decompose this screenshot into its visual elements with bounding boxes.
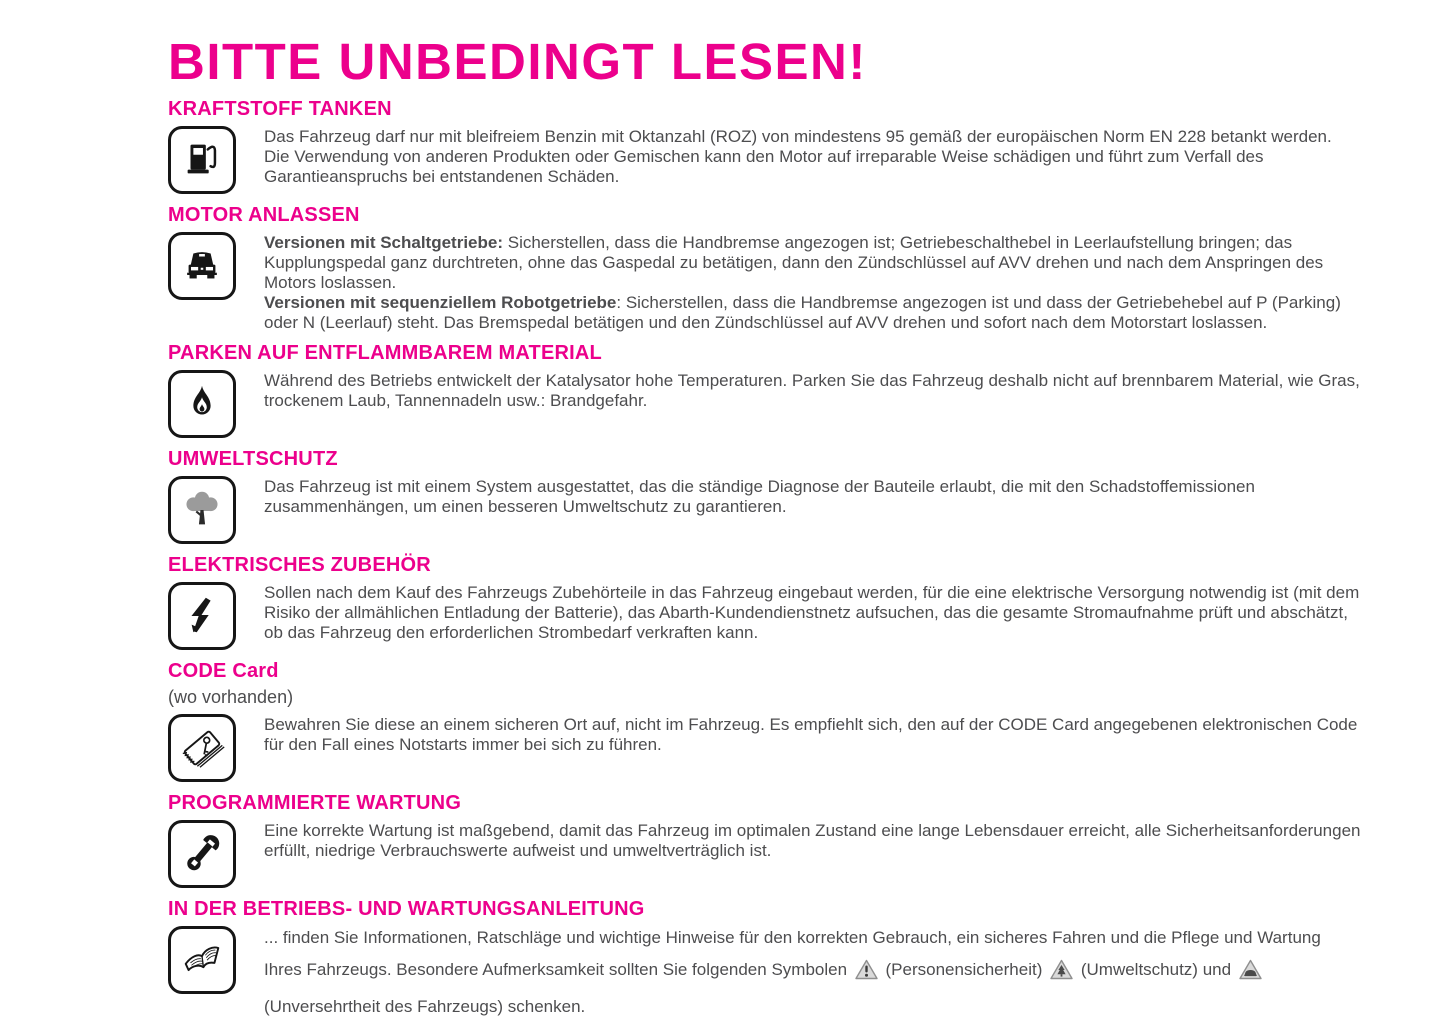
betriebsanleitung-intro: ... finden Sie Informationen, Ratschläge und wichtige Hinweise für den korrekten Gebrauch, ein sicheres Fahren und die Pflege und Wartung Ihres Fahrzeugs. Besondere Aufmerksamkeit sollten Sie folgenden Symbolen <box>264 928 1321 980</box>
open-book-icon <box>168 926 236 994</box>
warning-triangle-icon <box>855 959 878 991</box>
kraftstoff-tanken-text: Das Fahrzeug darf nur mit bleifreiem Benzin mit Oktanzahl (ROZ) von mindestens 95 gemäß der europäischen Norm EN 228 betankt werden. Die Verwendung von anderen Produkten oder Gemischen kann den Motor auf irreparable Weise schädigen und führt zum Verfall des Garantieanspruchs bei entstandenen Schäden. <box>264 127 1332 186</box>
heading-parken-material: PARKEN AUF ENTFLAMMBAREM MATERIAL <box>168 342 602 365</box>
programmierte-wartung-text: Eine korrekte Wartung ist maßgebend, damit das Fahrzeug im optimalen Zustand eine lange Lebensdauer erreicht, alle Sicherheitsanforderungen erfüllt, niedrige Verbrauchswerte aufweist und umweltverträglich ist. <box>264 821 1361 861</box>
robotgetriebe-text: : Sicherstellen, dass die Handbremse angezogen ist und dass der Getriebehebel auf P (Parking) oder N (Leerlauf) steht. Das Bremspedal betätigen und den Zündschlüssel auf AVV drehen und sofort nach dem Motorstart loslassen. <box>264 292 1341 332</box>
heading-elektrisches-zubehoer: ELEKTRISCHES ZUBEHÖR <box>168 554 431 577</box>
code-card-icon <box>168 714 236 782</box>
elektrisches-zubehoer-text: Sollen nach dem Kauf des Fahrzeugs Zubehörteile in das Fahrzeug eingebaut werden, für die eine elektrische Versorgung notwendig ist (mit dem Risiko der allmählichen Entladung der Batterie), das Abarth-Kundendienstnetz aufsuchen, das die gesamte Stromaufnahme prüft und abschätzt, ob das Fahrzeug den erforderlichen Strombedarf verkraften kann. <box>264 583 1360 643</box>
tree-icon <box>168 476 236 544</box>
section-umweltschutz <box>168 476 1361 544</box>
heading-umweltschutz: UMWELTSCHUTZ <box>168 448 338 471</box>
heading-code-card: CODE Card <box>168 660 279 683</box>
section-motor-anlassen <box>168 232 1361 332</box>
section-betriebsanleitung <box>168 926 1361 1023</box>
heading-programmierte-wartung: PROGRAMMIERTE WARTUNG <box>168 792 462 815</box>
heading-kraftstoff-tanken: KRAFTSTOFF TANKEN <box>168 98 392 121</box>
heading-motor-anlassen: MOTOR ANLASSEN <box>168 204 360 227</box>
betriebsanleitung-text <box>264 922 1361 1023</box>
wrench-icon <box>168 820 236 888</box>
lightning-icon <box>168 582 236 650</box>
motor-anlassen-text <box>264 233 1361 332</box>
section-code-card <box>168 714 1361 782</box>
section-elektrisches-zubehoer <box>168 582 1361 650</box>
schaltgetriebe-lead: Versionen mit Schaltgetriebe: <box>264 233 504 253</box>
umweltschutz-text: Das Fahrzeug ist mit einem System ausgestattet, das die ständige Diagnose der Bauteile erlaubt, die mit den Schadstoffemissionen zusammenhängen, um einen besseren Umweltschutz zu garantieren. <box>264 477 1255 517</box>
fuel-pump-icon <box>168 126 236 194</box>
car-triangle-icon <box>1239 959 1262 991</box>
code-card-text: Bewahren Sie diese an einem sicheren Ort auf, nicht im Fahrzeug. Es empfiehlt sich, den auf der CODE Card angegebenen elektronischen Code für den Fall eines Notstarts immer bei sich zu führen. <box>264 715 1358 755</box>
schaltgetriebe-text: Sicherstellen, dass die Handbremse angezogen ist; Getriebeschalthebel in Leerlaufstellung bringen; das Kupplungspedal ganz durchtreten, ohne das Gaspedal zu betätigen, dann den Zündschlüssel auf AVV drehen und nach dem Anspringen des Motors loslassen. <box>264 233 1324 292</box>
personal-safety-label: (Personensicherheit) <box>885 960 1043 980</box>
car-front-icon <box>168 232 236 300</box>
section-parken-material <box>168 370 1361 438</box>
flame-icon <box>168 370 236 438</box>
page-title: BITTE UNBEDINGT LESEN! <box>168 33 867 90</box>
tree-triangle-icon <box>1050 959 1073 991</box>
heading-betriebsanleitung: IN DER BETRIEBS- UND WARTUNGSANLEITUNG <box>168 898 645 921</box>
section-programmierte-wartung <box>168 820 1361 888</box>
section-kraftstoff-tanken <box>168 126 1361 194</box>
parken-material-text: Während des Betriebs entwickelt der Katalysator hohe Temperaturen. Parken Sie das Fahrzeug deshalb nicht auf brennbarem Material, wie Gras, trockenem Laub, Tannennadeln usw.: Brandgefahr. <box>264 371 1360 411</box>
vehicle-label: (Unversehrtheit des Fahrzeugs) schenken. <box>264 997 586 1017</box>
robotgetriebe-lead: Versionen mit sequenziellem Robotgetriebe <box>264 292 617 312</box>
environment-label: (Umweltschutz) und <box>1080 960 1232 980</box>
code-card-subheading: (wo vorhanden) <box>168 687 294 708</box>
